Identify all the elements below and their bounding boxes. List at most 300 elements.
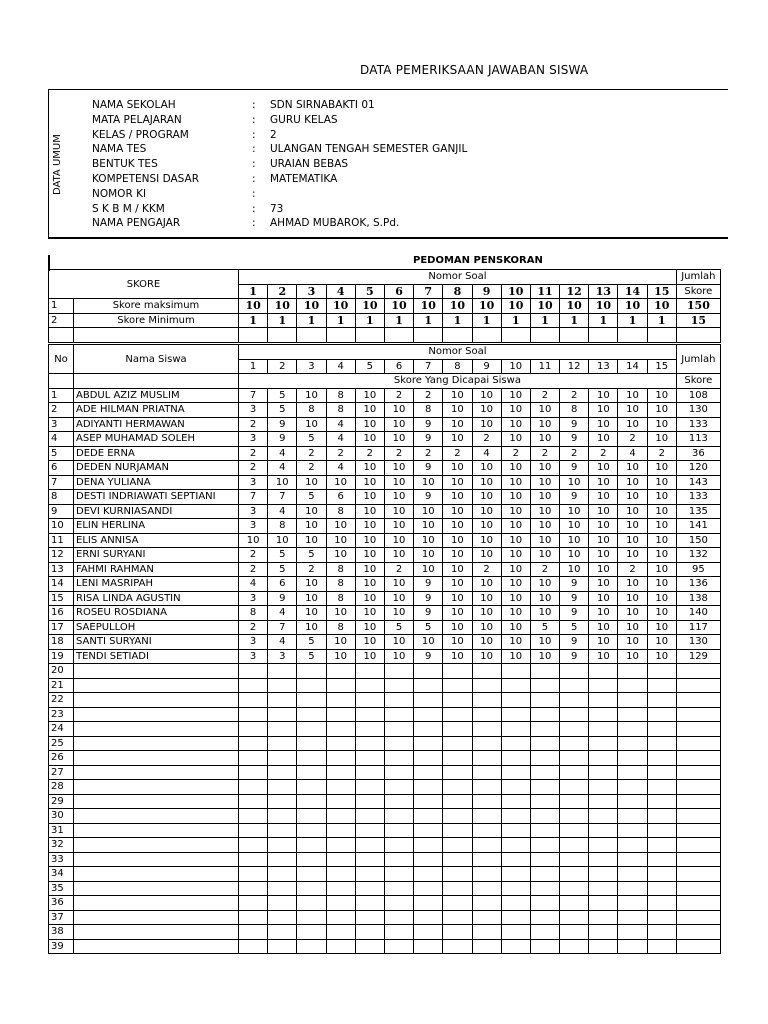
score-cell	[239, 852, 268, 867]
score-cell: 10	[384, 606, 413, 621]
score-cell	[297, 736, 326, 751]
score-cell: 3	[239, 432, 268, 447]
score-cell	[443, 925, 472, 940]
score-cell: 10	[326, 519, 355, 534]
score-cell	[297, 707, 326, 722]
total-cell: 130	[676, 403, 720, 418]
student-row	[49, 591, 721, 606]
score-cell: 10	[384, 417, 413, 432]
score-cell	[530, 939, 559, 954]
score-cell: 7	[268, 490, 297, 505]
score-cell	[297, 722, 326, 737]
score-cell: 4	[268, 606, 297, 621]
student-name	[74, 780, 239, 795]
score-cell: 10	[530, 548, 559, 563]
score-cell	[501, 910, 530, 925]
score-cell: 10	[443, 562, 472, 577]
row-number: 2	[49, 313, 74, 328]
score-cell	[618, 867, 647, 882]
score-cell	[326, 852, 355, 867]
student-number: 36	[49, 896, 74, 911]
score-cell: 5	[297, 432, 326, 447]
score-cell: 10	[443, 591, 472, 606]
spacer-row	[49, 328, 721, 343]
score-cell: 1	[560, 313, 589, 328]
score-cell: 10	[647, 417, 676, 432]
score-cell: 7	[239, 388, 268, 403]
score-cell: 10	[414, 504, 443, 519]
score-cell: 3	[239, 591, 268, 606]
score-cell: 2	[530, 562, 559, 577]
score-cell	[560, 896, 589, 911]
score-cell: 10	[443, 490, 472, 505]
question-number: 5	[355, 359, 384, 374]
score-cell: 10	[326, 533, 355, 548]
question-number: 2	[268, 359, 297, 374]
student-row	[49, 446, 721, 461]
total-cell	[676, 664, 720, 679]
score-cell	[560, 780, 589, 795]
score-cell	[647, 693, 676, 708]
score-cell	[268, 910, 297, 925]
score-cell: 1	[589, 313, 618, 328]
score-cell: 10	[501, 533, 530, 548]
score-cell: 10	[530, 591, 559, 606]
score-cell: 10	[560, 533, 589, 548]
score-cell: 10	[647, 533, 676, 548]
score-cell: 9	[560, 490, 589, 505]
score-cell	[297, 852, 326, 867]
score-cell: 10	[589, 548, 618, 563]
question-number: 11	[530, 359, 559, 374]
score-cell	[297, 794, 326, 809]
score-cell	[530, 867, 559, 882]
question-number: 9	[472, 284, 501, 299]
total-cell	[676, 722, 720, 737]
score-cell	[530, 809, 559, 824]
score-cell: 2	[297, 446, 326, 461]
score-cell	[501, 881, 530, 896]
score-cell	[414, 809, 443, 824]
score-cell: 10	[618, 620, 647, 635]
score-cell: 8	[326, 591, 355, 606]
total-cell	[676, 693, 720, 708]
score-cell: 10	[589, 606, 618, 621]
score-cell	[618, 794, 647, 809]
score-cell	[560, 867, 589, 882]
score-cell: 2	[239, 417, 268, 432]
score-cell	[326, 693, 355, 708]
score-cell	[443, 910, 472, 925]
student-name	[74, 896, 239, 911]
score-cell	[297, 838, 326, 853]
score-cell	[297, 925, 326, 940]
score-cell: 10	[647, 432, 676, 447]
score-cell	[618, 664, 647, 679]
score-cell	[443, 693, 472, 708]
student-name	[74, 794, 239, 809]
score-cell	[589, 925, 618, 940]
score-cell: 10	[501, 417, 530, 432]
score-cell	[355, 678, 384, 693]
score-cell	[618, 722, 647, 737]
score-cell: 10	[589, 432, 618, 447]
score-cell: 10	[560, 475, 589, 490]
nomor-soal-header: Nomor Soal	[239, 345, 677, 360]
name-header: Nama Siswa	[74, 345, 239, 374]
score-cell: 10	[384, 635, 413, 650]
student-name: DEVI KURNIASANDI	[74, 504, 239, 519]
score-cell	[589, 693, 618, 708]
score-cell: 10	[384, 432, 413, 447]
total-cell: 141	[676, 519, 720, 534]
score-cell: 3	[239, 403, 268, 418]
score-cell: 10	[384, 490, 413, 505]
score-cell: 10	[530, 519, 559, 534]
score-cell	[530, 722, 559, 737]
score-cell: 10	[443, 620, 472, 635]
score-cell	[530, 896, 559, 911]
score-cell	[414, 751, 443, 766]
total-cell: 135	[676, 504, 720, 519]
score-cell	[268, 823, 297, 838]
student-row	[49, 823, 721, 838]
student-number: 7	[49, 475, 74, 490]
score-cell	[384, 780, 413, 795]
score-cell	[530, 678, 559, 693]
score-cell: 10	[647, 461, 676, 476]
score-cell: 10	[355, 417, 384, 432]
score-cell: 10	[647, 606, 676, 621]
score-cell: 10	[297, 606, 326, 621]
pedoman-title: PEDOMAN PENSKORAN	[413, 255, 543, 266]
score-cell	[414, 664, 443, 679]
score-cell	[647, 664, 676, 679]
student-name	[74, 910, 239, 925]
score-cell	[501, 925, 530, 940]
score-cell: 1	[647, 313, 676, 328]
score-cell	[326, 678, 355, 693]
total-cell	[676, 736, 720, 751]
score-cell	[297, 678, 326, 693]
student-name	[74, 925, 239, 940]
score-cell	[647, 867, 676, 882]
score-cell: 8	[560, 403, 589, 418]
score-cell: 10	[443, 432, 472, 447]
info-label: NAMA TES	[92, 143, 147, 156]
score-cell: 10	[384, 461, 413, 476]
score-cell: 2	[384, 446, 413, 461]
score-cell	[501, 678, 530, 693]
score-cell	[647, 751, 676, 766]
score-cell: 10	[501, 548, 530, 563]
student-row	[49, 925, 721, 940]
score-cell	[297, 664, 326, 679]
score-cell	[501, 867, 530, 882]
score-cell	[443, 852, 472, 867]
student-number: 10	[49, 519, 74, 534]
score-cell	[443, 881, 472, 896]
score-cell	[589, 678, 618, 693]
score-cell	[472, 664, 501, 679]
score-cell	[589, 736, 618, 751]
info-value: MATEMATIKA	[270, 173, 338, 185]
student-row	[49, 519, 721, 534]
score-cell: 10	[501, 461, 530, 476]
info-label: NOMOR KI	[92, 187, 147, 200]
score-cell	[501, 852, 530, 867]
score-cell: 10	[472, 591, 501, 606]
student-name: ELIN HERLINA	[74, 519, 239, 534]
score-cell: 10	[647, 548, 676, 563]
score-cell	[560, 809, 589, 824]
score-cell	[589, 881, 618, 896]
score-cell: 1	[443, 313, 472, 328]
score-cell	[326, 925, 355, 940]
score-cell	[589, 823, 618, 838]
score-cell	[414, 794, 443, 809]
score-cell: 4	[268, 446, 297, 461]
score-cell	[501, 664, 530, 679]
score-cell: 10	[414, 533, 443, 548]
student-name: SAEPULLOH	[74, 620, 239, 635]
score-cell	[589, 809, 618, 824]
score-cell	[560, 751, 589, 766]
score-cell	[268, 881, 297, 896]
score-cell	[618, 823, 647, 838]
score-cell: 10	[297, 577, 326, 592]
student-number: 17	[49, 620, 74, 635]
empty-cell	[268, 328, 297, 343]
student-number: 31	[49, 823, 74, 838]
student-number: 1	[49, 388, 74, 403]
total-cell: 138	[676, 591, 720, 606]
score-cell	[560, 678, 589, 693]
student-number: 38	[49, 925, 74, 940]
score-cell	[326, 838, 355, 853]
score-cell: 4	[326, 461, 355, 476]
score-cell	[560, 852, 589, 867]
score-cell	[355, 881, 384, 896]
student-row	[49, 533, 721, 548]
score-cell: 2	[239, 548, 268, 563]
score-cell	[530, 910, 559, 925]
score-cell	[384, 678, 413, 693]
score-cell: 10	[560, 548, 589, 563]
score-cell	[414, 722, 443, 737]
score-cell: 5	[297, 635, 326, 650]
score-cell	[297, 780, 326, 795]
score-cell	[414, 939, 443, 954]
score-cell	[414, 838, 443, 853]
score-cell	[560, 881, 589, 896]
score-cell	[384, 823, 413, 838]
score-cell	[589, 707, 618, 722]
student-number: 20	[49, 664, 74, 679]
score-cell: 10	[355, 606, 384, 621]
score-cell: 10	[326, 606, 355, 621]
score-cell: 5	[268, 403, 297, 418]
student-number: 3	[49, 417, 74, 432]
score-cell: 4	[472, 446, 501, 461]
score-cell: 10	[414, 548, 443, 563]
score-cell	[618, 751, 647, 766]
score-cell	[647, 736, 676, 751]
score-cell: 1	[618, 313, 647, 328]
score-cell: 10	[530, 490, 559, 505]
score-cell: 10	[472, 620, 501, 635]
score-cell: 7	[239, 490, 268, 505]
score-cell	[560, 910, 589, 925]
total-cell	[676, 794, 720, 809]
score-cell: 2	[530, 388, 559, 403]
score-cell: 6	[268, 577, 297, 592]
score-cell: 9	[560, 417, 589, 432]
score-cell: 2	[472, 562, 501, 577]
score-cell	[618, 736, 647, 751]
score-cell: 10	[647, 475, 676, 490]
empty-cell	[530, 328, 559, 343]
score-cell	[589, 852, 618, 867]
score-cell: 10	[618, 548, 647, 563]
score-cell	[355, 765, 384, 780]
score-cell: 10	[443, 504, 472, 519]
student-number: 2	[49, 403, 74, 418]
score-cell	[560, 736, 589, 751]
score-cell: 10	[618, 403, 647, 418]
score-cell: 10	[589, 388, 618, 403]
score-cell	[443, 664, 472, 679]
score-cell: 5	[297, 490, 326, 505]
score-cell: 10	[355, 461, 384, 476]
score-cell	[414, 925, 443, 940]
score-cell	[355, 722, 384, 737]
info-value: SDN SIRNABAKTI 01	[270, 99, 375, 111]
question-number: 10	[501, 359, 530, 374]
empty-cell	[384, 328, 413, 343]
score-cell: 10	[443, 299, 472, 314]
total-cell: 117	[676, 620, 720, 635]
student-number: 21	[49, 678, 74, 693]
score-cell: 1	[384, 313, 413, 328]
score-cell	[268, 838, 297, 853]
student-row	[49, 548, 721, 563]
score-cell	[530, 852, 559, 867]
student-row	[49, 562, 721, 577]
student-number: 13	[49, 562, 74, 577]
score-cell	[268, 707, 297, 722]
nomor-soal-header: Nomor Soal	[239, 270, 677, 285]
score-cell	[647, 707, 676, 722]
student-row	[49, 707, 721, 722]
score-cell	[355, 910, 384, 925]
score-cell	[589, 780, 618, 795]
score-cell	[501, 794, 530, 809]
score-cell	[618, 838, 647, 853]
score-cell: 10	[589, 490, 618, 505]
score-cell	[501, 939, 530, 954]
score-cell	[384, 896, 413, 911]
score-cell	[472, 838, 501, 853]
question-number: 10	[501, 284, 530, 299]
score-cell: 9	[414, 432, 443, 447]
score-cell: 10	[384, 548, 413, 563]
score-cell	[239, 765, 268, 780]
score-cell: 2	[618, 432, 647, 447]
score-cell: 10	[268, 533, 297, 548]
score-cell: 2	[501, 446, 530, 461]
score-cell: 10	[297, 620, 326, 635]
score-cell: 10	[443, 388, 472, 403]
total-cell	[676, 896, 720, 911]
student-name: ELIS ANNISA	[74, 533, 239, 548]
empty-cell	[297, 328, 326, 343]
question-number: 6	[384, 359, 413, 374]
student-row	[49, 461, 721, 476]
score-cell	[472, 852, 501, 867]
score-cell: 5	[297, 649, 326, 664]
score-cell	[239, 896, 268, 911]
total-cell	[676, 925, 720, 940]
score-cell: 9	[414, 577, 443, 592]
info-value: AHMAD MUBAROK, S.Pd.	[270, 217, 400, 230]
score-cell: 10	[618, 649, 647, 664]
score-cell: 10	[355, 403, 384, 418]
score-cell: 1	[297, 313, 326, 328]
score-cell: 10	[589, 504, 618, 519]
score-cell: 10	[589, 591, 618, 606]
score-cell	[414, 707, 443, 722]
student-number: 19	[49, 649, 74, 664]
score-cell: 10	[443, 417, 472, 432]
score-cell: 10	[443, 649, 472, 664]
score-cell: 10	[589, 562, 618, 577]
student-row	[49, 388, 721, 403]
student-number: 5	[49, 446, 74, 461]
total-cell: 143	[676, 475, 720, 490]
score-cell: 10	[414, 519, 443, 534]
score-cell	[239, 910, 268, 925]
score-cell	[501, 751, 530, 766]
score-cell	[239, 707, 268, 722]
score-cell: 10	[239, 533, 268, 548]
student-row	[49, 577, 721, 592]
score-cell: 9	[560, 577, 589, 592]
student-name	[74, 736, 239, 751]
empty-cell	[560, 328, 589, 343]
total-cell	[676, 852, 720, 867]
score-cell: 3	[239, 649, 268, 664]
total-cell: 136	[676, 577, 720, 592]
score-cell	[618, 678, 647, 693]
empty-cell	[49, 374, 74, 389]
score-cell: 10	[589, 635, 618, 650]
score-cell	[268, 925, 297, 940]
score-cell: 10	[384, 403, 413, 418]
score-cell: 2	[443, 446, 472, 461]
score-cell	[268, 678, 297, 693]
score-cell	[414, 852, 443, 867]
score-cell: 10	[384, 504, 413, 519]
pedoman-table	[48, 269, 721, 343]
student-number: 28	[49, 780, 74, 795]
student-number: 18	[49, 635, 74, 650]
student-row	[49, 490, 721, 505]
score-cell	[560, 765, 589, 780]
score-cell	[384, 881, 413, 896]
question-number: 1	[239, 359, 268, 374]
student-number: 16	[49, 606, 74, 621]
